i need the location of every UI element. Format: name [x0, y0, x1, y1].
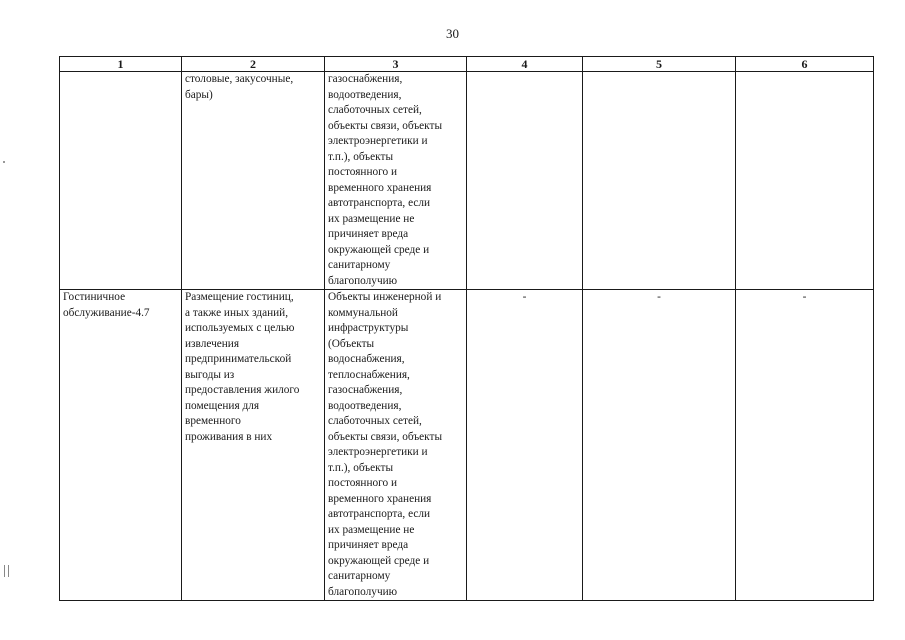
column-header-3: 3 — [325, 57, 467, 72]
cell-col-5 — [583, 72, 736, 290]
cell-col-6: - — [736, 290, 874, 601]
cell-col-4: - — [467, 290, 583, 601]
cell-use-type: Гостиничное обслуживание-4.7 — [60, 290, 182, 601]
cell-auxiliary-uses: Объекты инженерной и коммунальной инфраструктуры (Объекты водоснабжения, теплоснабжения, газоснабжения, водоотведения, слаботочных сетей, объекты связи, объекты электроэнергетики и т.п.), объекты постоянного и временного хранения автотранспорта, если их размещение не причиняет вреда окружающей среде и санитарному благополучию — [325, 290, 467, 601]
column-header-6: 6 — [736, 57, 874, 72]
margin-speck — [3, 161, 5, 163]
column-header-4: 4 — [467, 57, 583, 72]
cell-col-6 — [736, 72, 874, 290]
page-number: 30 — [446, 26, 459, 41]
cell-description: столовые, закусочные, бары) — [182, 72, 325, 290]
column-header-5: 5 — [583, 57, 736, 72]
column-header-2: 2 — [182, 57, 325, 72]
cell-auxiliary-uses: газоснабжения, водоотведения, слаботочных сетей, объекты связи, объекты электроэнергетики и т.п.), объекты постоянного и временного хранения автотранспорта, если их размещение не причиняет вреда окружающей среде и санитарному благополучию — [325, 72, 467, 290]
margin-binding-mark — [4, 565, 9, 577]
table-header-row — [60, 57, 874, 72]
cell-description: Размещение гостиниц, а также иных зданий, используемых с целью извлечения предпринимательской выгоды из предоставления жилого помещения для временного проживания в них — [182, 290, 325, 601]
table-row — [60, 290, 874, 601]
column-header-1: 1 — [60, 57, 182, 72]
cell-col-4 — [467, 72, 583, 290]
cell-col-5: - — [583, 290, 736, 601]
table-row — [60, 72, 874, 290]
land-use-table — [59, 56, 874, 601]
cell-use-type — [60, 72, 182, 290]
